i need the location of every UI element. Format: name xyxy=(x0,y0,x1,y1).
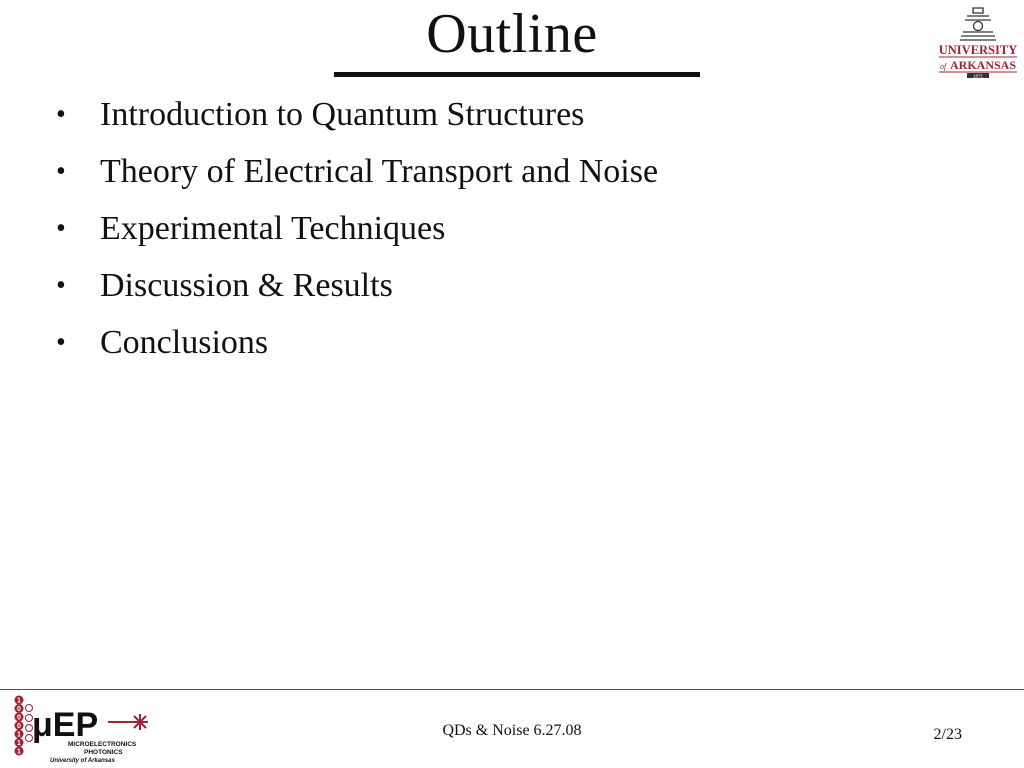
bullet-dot-icon: • xyxy=(56,270,66,301)
ua-year: 1871 xyxy=(972,73,984,78)
ua-line1: UNIVERSITY xyxy=(938,43,1018,57)
mep-bit: 1 xyxy=(17,731,21,739)
footer-presentation-title: QDs & Noise 6.27.08 xyxy=(442,722,582,739)
bullet-dot-icon: • xyxy=(56,213,66,244)
mep-bit: 1 xyxy=(17,697,21,705)
mep-line3: University of Arkansas xyxy=(50,758,115,764)
outline-item-text: Introduction to Quantum Structures xyxy=(100,96,585,133)
title-underline xyxy=(334,72,700,77)
ua-line2: ARKANSAS xyxy=(949,58,1017,72)
mep-bit: 0 xyxy=(17,723,21,730)
outline-item-text: Experimental Techniques xyxy=(100,210,446,247)
mep-bit: 0 xyxy=(17,714,21,722)
slide-page-number: 2/23 xyxy=(933,726,962,743)
outline-item-text: Theory of Electrical Transport and Noise xyxy=(100,153,659,190)
mep-mark: μEP xyxy=(32,706,99,744)
outline-item-text: Conclusions xyxy=(100,324,269,361)
bullet-dot-icon: • xyxy=(56,156,66,187)
footer-divider xyxy=(0,689,1024,690)
outline-item-text: Discussion & Results xyxy=(100,267,393,304)
mep-bit: 0 xyxy=(17,706,21,713)
bullet-dot-icon: • xyxy=(56,327,66,358)
slide-title: Outline xyxy=(426,3,598,65)
mep-bit: 1 xyxy=(17,748,21,756)
mep-bit: 1 xyxy=(17,740,21,747)
mep-line2: PHOTONICS xyxy=(84,749,123,756)
university-of-arkansas-logo xyxy=(936,4,1020,78)
ua-prefix: of xyxy=(940,62,947,71)
mep-line1: MICROELECTRONICS xyxy=(68,741,137,748)
bullet-dot-icon: • xyxy=(56,99,66,130)
